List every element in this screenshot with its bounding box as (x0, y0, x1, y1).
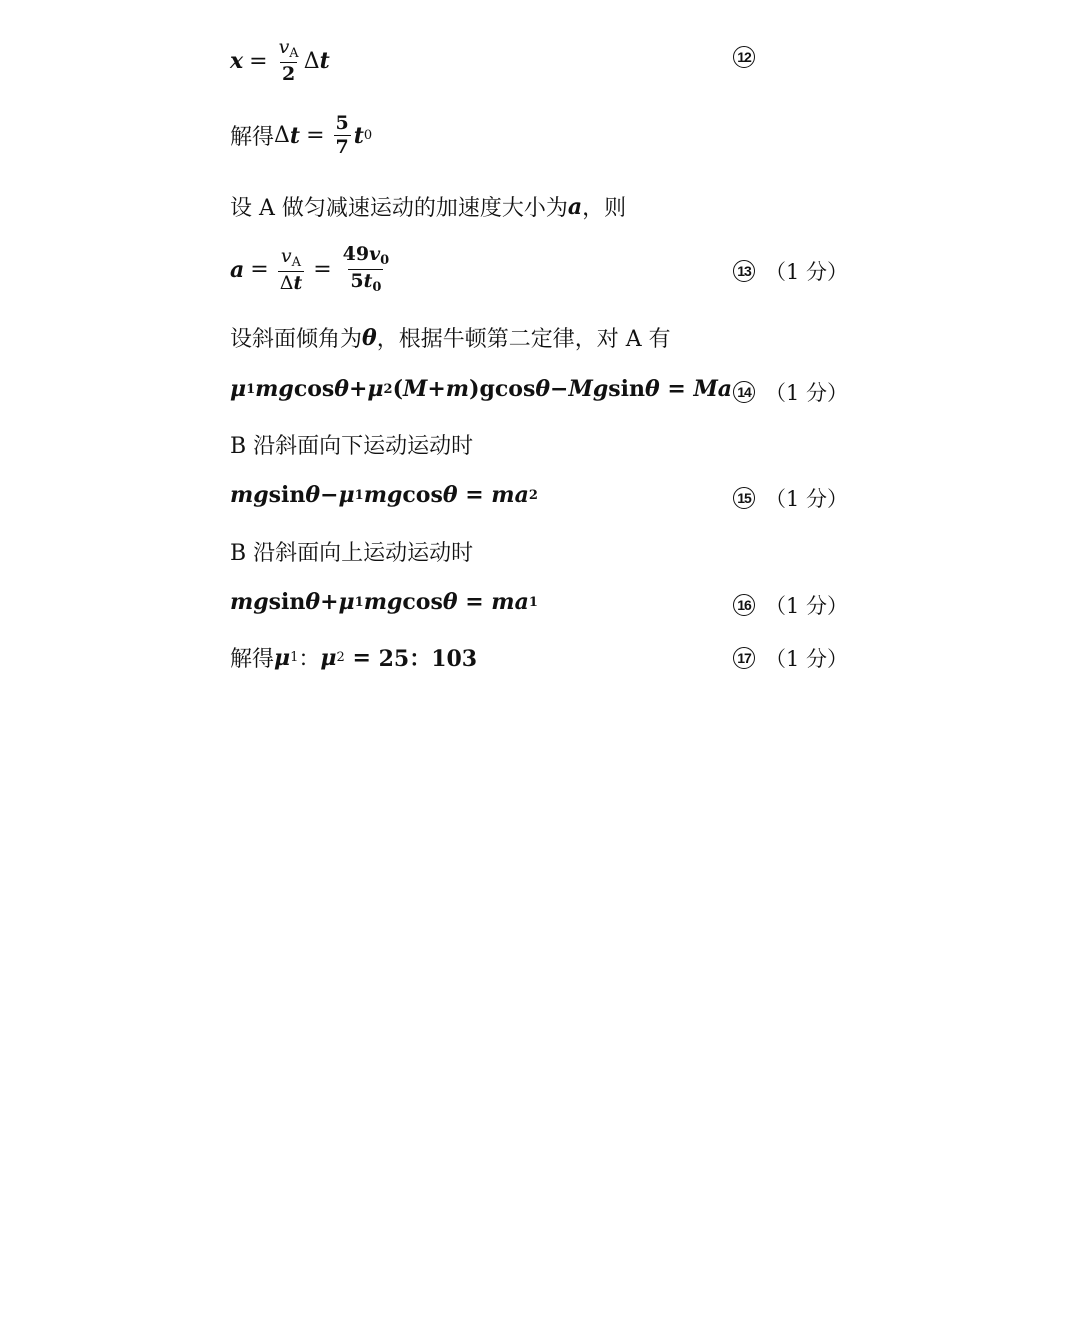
sub-2: 2 (528, 487, 538, 503)
var-mg: mg (363, 482, 403, 508)
var-a: a (230, 256, 245, 283)
equals: = (306, 123, 325, 148)
equals: = (659, 376, 694, 402)
fn-cos: cos (494, 376, 536, 402)
var-v: v (280, 244, 292, 267)
fraction-va-over-dt (278, 244, 305, 294)
fn-sin: sin (268, 482, 306, 508)
sub-1: 1 (290, 650, 299, 665)
ratio-colon: ： (298, 647, 321, 672)
sub-2: 2 (383, 381, 393, 397)
equation-13 (230, 245, 394, 294)
var-theta: θ (334, 376, 349, 402)
mark-17 (733, 643, 848, 673)
denominator (348, 269, 383, 294)
var-mu: μ (230, 376, 247, 402)
var-mg: mg (363, 589, 403, 615)
numerator (279, 244, 303, 271)
text: 设斜面倾角为 (230, 327, 363, 352)
paren-open: ( (392, 376, 403, 402)
var-theta: θ (305, 482, 321, 508)
sub-1: 1 (528, 594, 538, 610)
var-theta: θ (442, 482, 458, 508)
fn-sin: sin (608, 376, 645, 402)
ratio-value: 25：103 (378, 646, 478, 672)
text-line-b-up (230, 536, 473, 567)
var-theta: θ (644, 376, 660, 402)
var-a: a (567, 193, 583, 220)
text: ，根据牛顿第二定律，对 A 有 (376, 327, 671, 352)
prefix: 解得 (230, 647, 275, 672)
equation-16 (230, 589, 538, 615)
equals: = (249, 48, 268, 74)
var-x: x (230, 48, 244, 74)
equals: = (457, 482, 492, 508)
fraction-5-over-7 (334, 114, 351, 157)
sub-1: 1 (354, 487, 364, 503)
var-mu: μ (274, 644, 291, 671)
var-theta: θ (535, 376, 551, 402)
sub-A: A (291, 254, 302, 270)
equals: = (250, 257, 269, 282)
text: B 沿斜面向下运动运动时 (230, 434, 474, 459)
var-t: t (293, 271, 303, 294)
mark-13 (733, 256, 848, 286)
var-ma: ma (491, 482, 529, 508)
circled-number: 12 (733, 46, 755, 68)
var-t0: t (353, 122, 364, 149)
var-ma: ma (491, 589, 529, 615)
delta: Δ (274, 123, 290, 148)
sub-2: 2 (336, 650, 345, 665)
num-49: 49 (342, 243, 370, 265)
sub-1: 1 (354, 594, 364, 610)
score-label: （1 分） (765, 381, 849, 405)
numerator (341, 245, 392, 269)
circled-number: 17 (733, 647, 755, 669)
score-label: （1 分） (765, 260, 849, 284)
mark-15 (733, 483, 848, 513)
var-M: M (403, 376, 428, 402)
num-5: 5 (350, 270, 364, 292)
fn-cos: cos (293, 376, 335, 402)
op-minus: − (320, 482, 339, 508)
equation-14 (230, 376, 732, 402)
equation-15 (230, 482, 538, 508)
text-line-accel (230, 191, 626, 222)
var-v: v (369, 243, 381, 265)
circled-number: 13 (733, 260, 755, 282)
sub-1: 1 (246, 381, 256, 397)
var-g: g (479, 376, 495, 402)
equation-17 (230, 642, 477, 673)
fraction-49v0-over-5t0 (341, 245, 392, 294)
op-plus: + (427, 376, 446, 402)
delta: Δ (279, 271, 294, 294)
sub-0: 0 (372, 280, 382, 295)
op-plus: + (320, 589, 339, 615)
equals: = (457, 589, 492, 615)
equation-12 (230, 38, 330, 84)
denominator (278, 271, 305, 293)
var-mu: μ (367, 376, 384, 402)
var-mg: mg (255, 376, 294, 402)
var-mu: μ (320, 644, 337, 671)
var-mu: μ (338, 589, 355, 615)
circled-number: 14 (733, 381, 755, 403)
numerator: 5 (335, 112, 349, 134)
equals: = (313, 257, 332, 282)
op-minus: − (550, 376, 569, 402)
sub-A: A (289, 46, 299, 61)
var-t: t (289, 122, 301, 149)
text-line-incline (230, 322, 671, 353)
var-mg: mg (230, 589, 269, 615)
sub-0: 0 (363, 128, 373, 143)
prefix: 解得 (230, 125, 275, 150)
denominator: 2 (282, 63, 296, 85)
mark-14 (733, 377, 848, 407)
text: 设 A 做匀减速运动的加速度大小为 (230, 196, 568, 221)
var-t: t (363, 270, 373, 292)
op-plus: + (348, 376, 368, 402)
var-mg: mg (230, 482, 269, 508)
equation-solve-dt (230, 114, 372, 157)
var-theta: θ (442, 589, 458, 615)
var-Mg: Mg (568, 376, 609, 402)
var-theta: θ (362, 324, 377, 351)
mark-12 (733, 46, 755, 68)
circled-number: 16 (733, 594, 755, 616)
var-m: m (445, 376, 470, 402)
text: B 沿斜面向上运动运动时 (230, 541, 474, 566)
score-label: （1 分） (765, 487, 849, 511)
paren-close: ) (469, 376, 480, 402)
denominator: 7 (335, 136, 349, 158)
var-t: t (319, 48, 330, 74)
fn-cos: cos (402, 482, 443, 508)
text-line-b-down (230, 429, 473, 460)
circled-number: 15 (733, 487, 755, 509)
fraction-va-over-2 (277, 38, 301, 84)
score-label: （1 分） (765, 647, 849, 671)
fn-cos: cos (402, 589, 443, 615)
score-label: （1 分） (765, 594, 849, 618)
text: ，则 (582, 196, 627, 221)
var-theta: θ (305, 589, 321, 615)
var-Ma: Ma (693, 376, 733, 402)
sub-0: 0 (380, 253, 390, 268)
var-mu: μ (338, 482, 355, 508)
equals: = (344, 644, 379, 671)
numerator (277, 38, 301, 62)
fn-sin: sin (268, 589, 306, 615)
var-v: v (278, 36, 290, 58)
mark-16 (733, 590, 848, 620)
delta: Δ (303, 48, 320, 74)
